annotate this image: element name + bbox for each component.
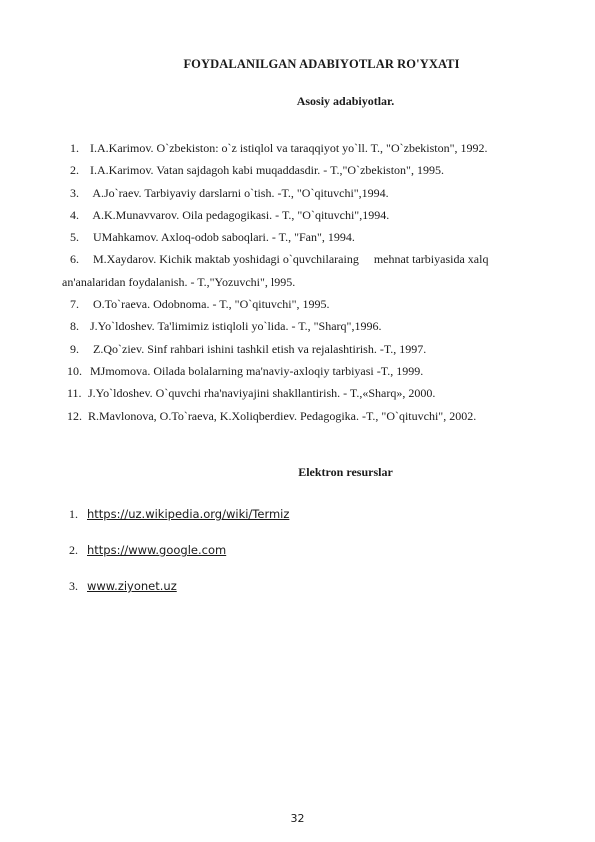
reference-list <box>64 137 564 427</box>
list-item <box>64 226 564 248</box>
list-item <box>64 204 564 226</box>
list-item <box>64 159 564 181</box>
list-item <box>64 382 564 404</box>
list-item-continuation <box>62 271 564 293</box>
list-item-number: 6. <box>70 252 79 267</box>
list-item-number: 1. <box>70 141 79 155</box>
list-item-number: 3. <box>70 185 79 200</box>
list-item <box>69 507 289 543</box>
list-item-text: M.Xaydarov. Kichik maktab yoshidagi o`quvchilaraing mehnat tarbiyasida xalq <box>87 252 489 267</box>
list-item <box>64 360 564 382</box>
list-item <box>64 248 564 270</box>
section-title-main-literature: Asosiy adabiyotlar. <box>296 94 395 108</box>
list-item <box>64 338 564 360</box>
list-item-number: 2. <box>69 543 78 557</box>
list-item <box>64 293 564 315</box>
list-item-number: 5. <box>70 230 79 245</box>
list-item-text: I.A.Karimov. O`zbekiston: o`z istiqlol va taraqqiyot yo`ll. T., "O`zbekiston", 1992. <box>87 141 488 155</box>
list-item <box>69 543 289 579</box>
list-item-text: A.K.Munavvarov. Oila pedagogikasi. - T., "O`qituvchi",1994. <box>87 207 390 222</box>
resource-link-ziyonet[interactable]: www.ziyonet.uz <box>87 579 177 593</box>
resource-link-google[interactable]: https://www.google.com <box>87 543 227 557</box>
list-item-text: MJmomova. Oilada bolalarning ma'naviy-axloqiy tarbiyasi -T., 1999. <box>90 363 424 378</box>
list-item-number: 4. <box>70 207 79 222</box>
section-title-electronic-resources: Elektron resurslar <box>298 465 393 479</box>
list-item <box>64 405 564 427</box>
list-item-number: 3. <box>69 579 78 593</box>
list-item <box>64 182 564 204</box>
resource-link-wikipedia[interactable]: https://uz.wikipedia.org/wiki/Termiz <box>87 507 290 521</box>
list-item-text: O.To`raeva. Odobnoma. - T., "O`qituvchi", 1995. <box>87 297 330 312</box>
list-item-number: 1. <box>69 507 78 521</box>
list-item-text: Z.Qo`ziev. Sinf rahbari ishini tashkil etish va rejalashtirish. -T., 1997. <box>87 341 427 356</box>
page-number: 32 <box>290 812 305 825</box>
list-item-text: I.A.Karimov. Vatan sajdagoh kabi muqaddasdir. - T.,"O`zbekiston", 1995. <box>87 163 444 178</box>
list-item-text: an'analaridan foydalanish. - T.,"Yozuvchi", l995. <box>62 274 296 289</box>
list-item <box>69 579 289 615</box>
electronic-resources-list <box>69 507 289 615</box>
list-item-text: J.Yo`ldoshev. Ta'limimiz istiqloli yo`lida. - T., "Sharq",1996. <box>87 319 382 334</box>
list-item-number: 9. <box>70 341 79 356</box>
page-title: FOYDALANILGAN ADABIYOTLAR RO'YXATI <box>183 57 460 71</box>
list-item-number: 10. <box>67 363 82 378</box>
list-item-number: 2. <box>70 163 79 178</box>
list-item-text: R.Mavlonova, O.To`raeva, K.Xoliqberdiev. Pedagogika. -T., "O`qituvchi", 2002. <box>88 408 477 423</box>
list-item <box>64 137 564 159</box>
list-item-number: 12. <box>67 408 82 423</box>
list-item-text: J.Yo`ldoshev. O`quvchi rha'naviyajini shakllantirish. - T.,«Sharq», 2000. <box>88 386 436 401</box>
list-item-number: 7. <box>70 297 79 312</box>
list-item <box>64 315 564 337</box>
list-item-text: A.Jo`raev. Tarbiyaviy darslarni o`tish. -T., "O`qituvchi",1994. <box>87 185 389 200</box>
list-item-text: UMahkamov. Axloq-odob saboqlari. - T., "Fan", 1994. <box>87 230 355 245</box>
list-item-number: 11. <box>67 386 82 401</box>
list-item-number: 8. <box>70 319 79 334</box>
